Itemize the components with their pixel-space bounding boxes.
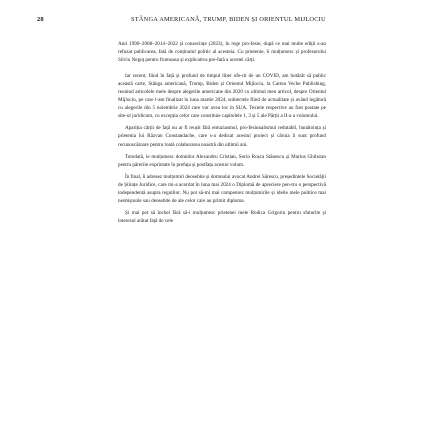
paragraph: Apariția cărții de față nu ar fi reușit fără entuziasmul, pro-fesionalismul redutabil, bunătoința și prietenia lui Răzvan Constandache, care s-a dedicat acestui proiect și căruia îi sunt profund recunoscătoare pentru toată colaborarea noastră din ultimii ani. (118, 125, 326, 148)
paragraph: În final, îi adresez mulțumiri deosebite și domnului avocat Andrei Sărescu, președintele Societății de Științe Juridice, care mi-a acordat în luna mai 2024 o Diplomă de apreciere pen-tru o perspectivă independentă asupra regulilor. Nu pot să-mi mai compenrez mulțumirile și ideile mele politice mai neobișnuite sau deosebite de ale celor care au primit diploma. (118, 173, 326, 204)
paragraph: Iar recent, fiind în față și profund de timpul liber ofe-rit de un COVID, am hotărât să public această carte, Stânga americană, Trump, Biden și Orientul Mijlociu, la Cartea Veche Publishing, reunind articolele mele despre alegerile americane din 2020 cu ultimul meu articol, despre Orientul Mijlociu, pe care l-am finalizat în luna martie 2024, subiectele fiind de actualitate și având legătură cu alegerile din 5 noiembrie 2024 care vor avea loc în SUA. Textele respective au fost postate pe site-ul juridicum, cu excepția celor care constituie capitolele 1, 3 și 5 ale Părții a II-a a volumului. (118, 73, 326, 120)
paragraph: Și mai pot să închei fără să-i mulțumesc prietenei mele Rodica Grigoriu pentru sfaturile și interesul arătat față de cele (118, 209, 326, 224)
running-header (37, 16, 385, 23)
body-text (118, 40, 326, 225)
paragraph: Anii 1990–2008–2014–2022 și consecințe (2023), în rege pro-fesie, după ce mai multe ediții s-au refuzat publicarea, fată de conținutul politic al acesteia. Cu prietenie, îi mulțumesc și profesorului Silviu Neguț pentru frumoasa și explicativa pre-fată a acestei cărți. (118, 41, 326, 64)
paragraph: Totodată, le mulțumesc domnilor Alexandru Cristian, Sorin Roșca Stănescu și Marius Ghilezan pentru părerile exprimate în prefața și postfața acestui volum. (118, 153, 326, 168)
running-title: STÂNGA AMERICANĂ, TRUMP, BIDEN ȘI ORIENTUL MIJLOCIU (130, 16, 326, 23)
page-number: 28 (37, 16, 44, 23)
